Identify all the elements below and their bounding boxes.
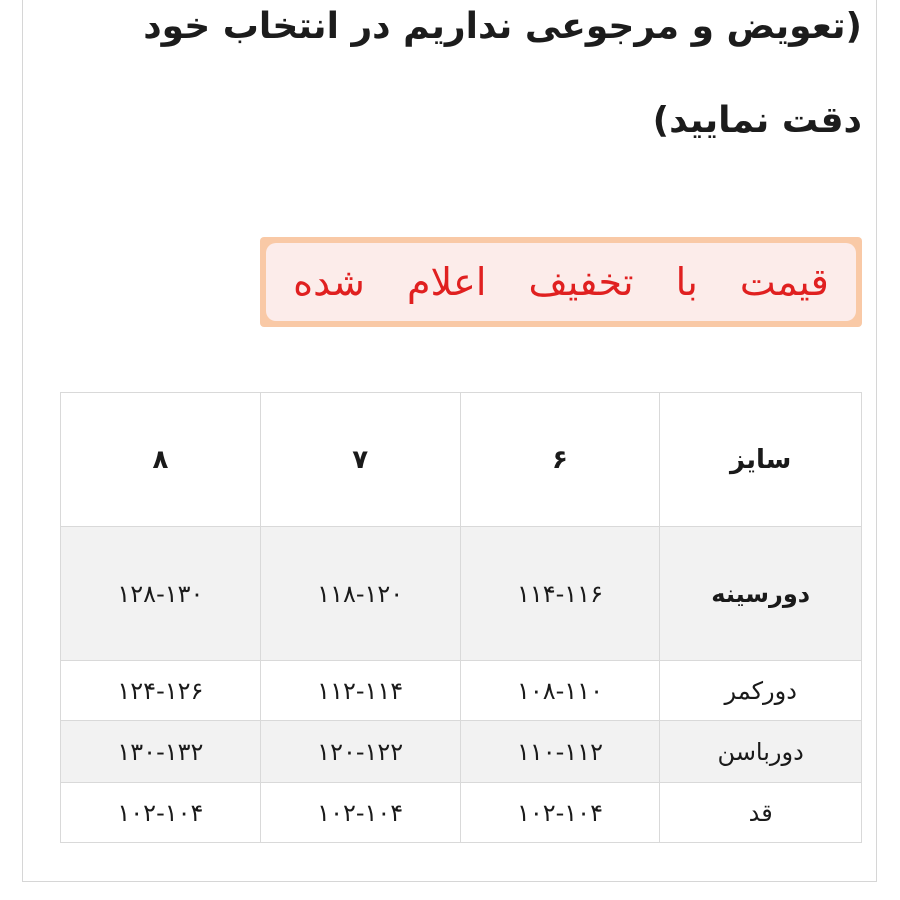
- table-header-row: [61, 393, 862, 527]
- header-size-label: سایز: [660, 393, 862, 527]
- row-label-waist: دورکمر: [660, 661, 862, 721]
- row-label-height: قد: [660, 783, 862, 843]
- row-label-hip: دورباسن: [660, 721, 862, 783]
- table-cell: ۱۱۰-۱۱۲: [460, 721, 660, 783]
- table-cell: ۱۱۴-۱۱۶: [460, 527, 660, 661]
- table-row: [61, 721, 862, 783]
- table-row: [61, 783, 862, 843]
- discount-banner-text: قیمت با تخفیف اعلام شده: [266, 243, 856, 321]
- table-cell: ۱۲۴-۱۲۶: [61, 661, 261, 721]
- header-size-8: ۸: [61, 393, 261, 527]
- table-cell: ۱۱۸-۱۲۰: [260, 527, 460, 661]
- discount-banner: [260, 237, 862, 327]
- size-chart-table: [60, 392, 862, 843]
- table-row: [61, 527, 862, 661]
- table-cell: ۱۰۸-۱۱۰: [460, 661, 660, 721]
- table-row: [61, 661, 862, 721]
- table-cell: ۱۰۲-۱۰۴: [460, 783, 660, 843]
- table-cell: ۱۲۸-۱۳۰: [61, 527, 261, 661]
- table-cell: ۱۲۰-۱۲۲: [260, 721, 460, 783]
- row-label-chest: دورسینه: [660, 527, 862, 661]
- table-cell: ۱۰۲-۱۰۴: [61, 783, 261, 843]
- table-cell: ۱۱۲-۱۱۴: [260, 661, 460, 721]
- table-cell: ۱۳۰-۱۳۲: [61, 721, 261, 783]
- notice-line-1: (تعویض و مرجوعی نداریم در انتخاب خود: [143, 6, 862, 47]
- header-size-7: ۷: [260, 393, 460, 527]
- table-cell: ۱۰۲-۱۰۴: [260, 783, 460, 843]
- header-size-6: ۶: [460, 393, 660, 527]
- notice-line-2: دقت نمایید): [652, 100, 862, 141]
